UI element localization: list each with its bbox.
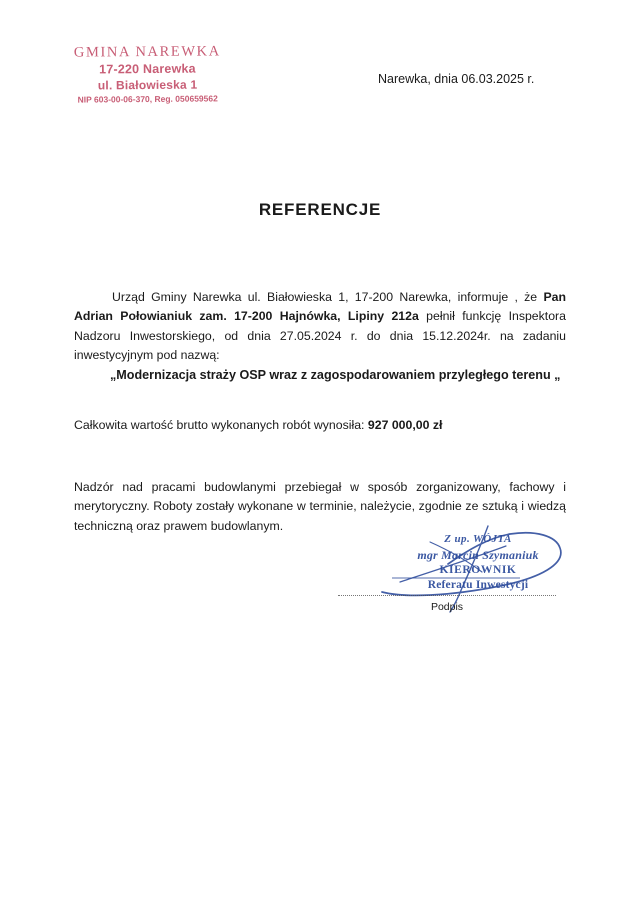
closing-paragraph: Nadzór nad pracami budowlanymi przebiegał w sposób zorganizowany, fachowy i merytoryczny. Roboty zostały wykonane w terminie, należycie, zgodnie ze sztuką i wiedzą techniczną oraz prawem budowlanym. [74,480,566,533]
signature-dotted-line [338,595,556,596]
contract-value-container [74,416,566,435]
office-stamp [55,43,241,105]
intro-text-before: Urząd Gminy Narewka ul. Białowieska 1, 17-200 Narewka, informuje , że [112,290,544,304]
signature-person-name: mgr Marcin Szymaniuk [417,548,539,563]
stamp-tax-id: NIP 603-00-06-370, Reg. 050659562 [77,93,218,105]
contract-value-amount: 927 000,00 zł [367,418,443,432]
signature-block [388,532,568,593]
stamp-postal-city: 17-220 Narewka [99,61,196,77]
contractor-name-highlight: Pan Adrian Połowianiuk zam. 17-200 Hajnówka, Lipiny 212a [74,290,566,324]
project-title: „Modernizacja straży OSP wraz z zagospodarowaniem przyległego terenu „ [110,368,561,382]
closing-paragraph-container [74,478,566,536]
intro-paragraph-container [74,288,566,365]
intro-text-after: pełnił funkcję Inspektora Nadzoru Inwestorskiego, od dnia 27.05.2024 r. do dnia 15.12.2024r. na zadaniu inwestycyjnym pod nazwą: [74,309,566,362]
stamp-street-address: ul. Białowieska 1 [97,77,198,93]
stamp-municipality-name: GMINA NAREWKA [73,43,221,61]
signature-department: Referatu Inwestycji [427,579,529,592]
signature-job-title: KIEROWNIK [439,564,517,577]
place-and-date: Narewka, dnia 06.03.2025 r. [378,72,535,86]
signature-authority-line: Z up. WÓJTA [444,533,512,545]
page-title: REFERENCJE [258,200,382,219]
contract-value-line [74,416,566,435]
intro-paragraph [74,288,566,365]
signature-line-caption: Podpis [430,601,464,613]
contract-value-label: Całkowita wartość brutto wykonanych robót wynosiła: [74,418,368,432]
project-title-container [110,366,570,385]
